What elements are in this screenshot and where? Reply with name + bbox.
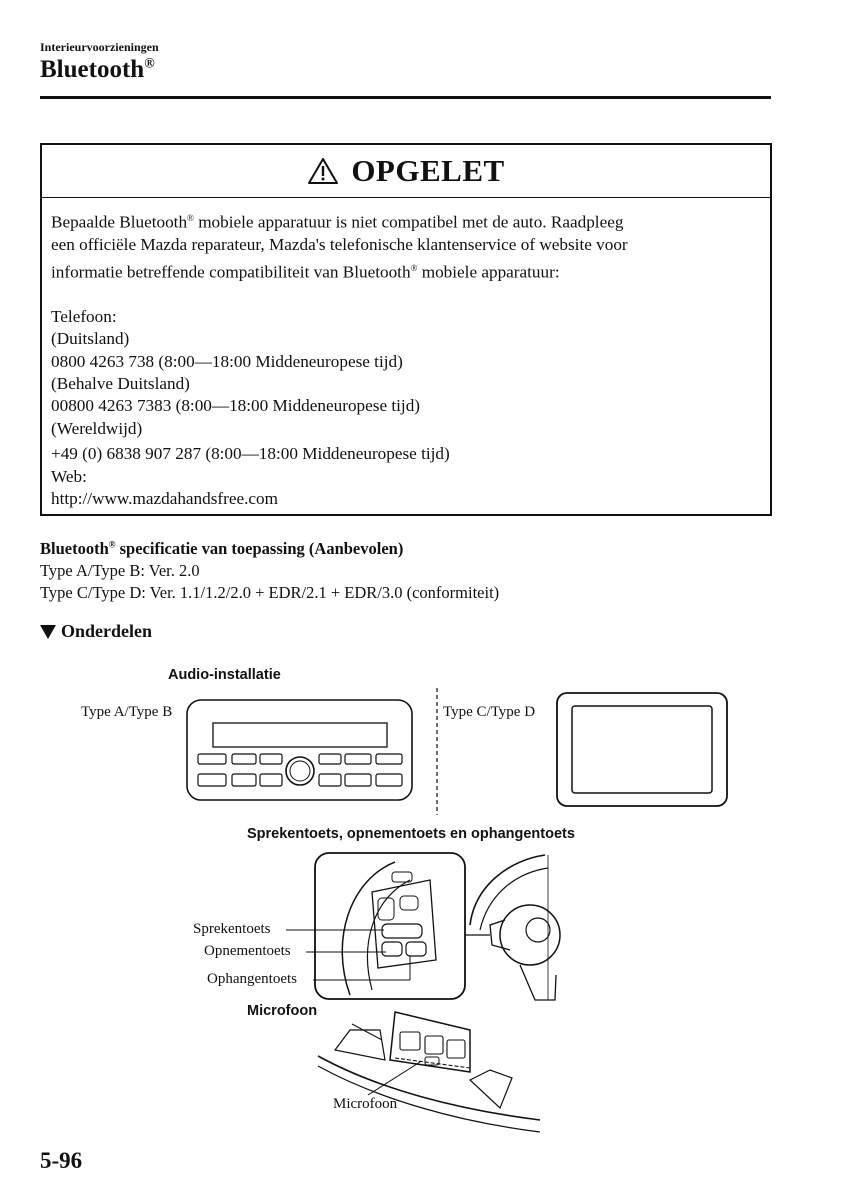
warning-text: informatie betreffende compatibiliteit van Bluetooth: [51, 262, 411, 282]
page-number: 5-96: [40, 1148, 83, 1173]
display-type-cd: [557, 693, 727, 806]
contact-line: 00800 4263 7383 (8:00—18:00 Middeneuropese tijd): [51, 396, 421, 416]
section-label: Interieurvoorzieningen: [40, 40, 159, 54]
website-link[interactable]: http://www.mazdahandsfree.com: [51, 488, 279, 508]
registered-mark: ®: [108, 539, 116, 550]
microphone-console: [318, 1012, 540, 1132]
figure-title-microphone: Microfoon: [247, 1003, 318, 1019]
steering-switch-closeup: [315, 853, 490, 999]
registered-mark: ®: [187, 213, 194, 223]
warning-text: een officiële Mazda reparateur, Mazda's telefonische klantenservice of website voor: [51, 235, 628, 255]
spec-heading-text: specificatie van toepassing (Aanbevolen): [115, 539, 404, 558]
contact-line: (Wereldwijd): [51, 418, 143, 438]
label-hangup-key: Ophangentoets: [207, 971, 297, 987]
label-type-cd: Type C/Type D: [443, 704, 536, 720]
registered-mark: ®: [410, 262, 418, 273]
figure-title-audio: Audio-installatie: [168, 667, 281, 683]
warning-text: Bepaalde Bluetooth: [51, 212, 188, 232]
contact-line: (Duitsland): [51, 329, 130, 349]
steering-wheel: [470, 855, 560, 1000]
contact-line: Telefoon:: [51, 306, 117, 326]
contact-line: Web:: [51, 466, 87, 486]
spec-heading-text: Bluetooth: [40, 539, 109, 558]
label-pickup-key: Opnementoets: [204, 943, 291, 959]
audio-unit-type-ab: [187, 700, 412, 800]
spec-line: Type C/Type D: Ver. 1.1/1.2/2.0 + EDR/2.1 + EDR/3.0 (conformiteit): [40, 583, 500, 602]
registered-mark: ®: [144, 56, 155, 72]
contact-line: +49 (0) 6838 907 287 (8:00—18:00 Middeneuropese tijd): [51, 444, 450, 464]
warning-title: OPGELET: [351, 153, 505, 188]
contact-line: (Behalve Duitsland): [51, 373, 190, 393]
title-text: Bluetooth: [40, 56, 145, 83]
label-talk-key: Sprekentoets: [193, 921, 271, 937]
figure-title-keys: Sprekentoets, opnementoets en ophangentoets: [247, 826, 575, 842]
warning-text: mobiele apparatuur is niet compatibel met de auto. Raadpleeg: [193, 212, 624, 232]
spec-line: Type A/Type B: Ver. 2.0: [40, 561, 200, 580]
warning-text: mobiele apparatuur:: [417, 262, 560, 282]
contact-line: 0800 4263 738 (8:00—18:00 Middeneuropese tijd): [51, 351, 403, 371]
label-type-ab: Type A/Type B: [81, 704, 173, 720]
parts-heading-text: Onderdelen: [61, 621, 153, 641]
label-microphone: Microfoon: [333, 1096, 398, 1112]
